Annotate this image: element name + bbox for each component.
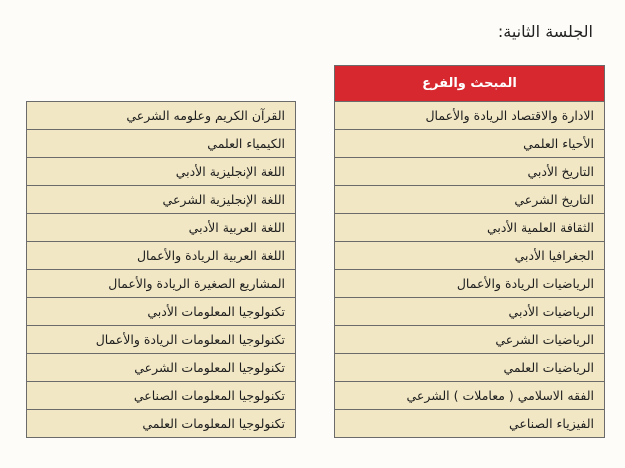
table-row: الرياضيات الأدبي [335,298,604,326]
table-row: القرآن الكريم وعلومه الشرعي [27,102,295,130]
table-row: الفيزياء الصناعي [335,410,604,438]
table-row: الرياضيات العلمي [335,354,604,382]
table-row: التاريخ الشرعي [335,186,604,214]
table-row: اللغة العربية الريادة والأعمال [27,242,295,270]
table-row: تكنولوجيا المعلومات الريادة والأعمال [27,326,295,354]
table-row: الثقافة العلمية الأدبي [335,214,604,242]
table-row: الكيمياء العلمي [27,130,295,158]
table-row: التاريخ الأدبي [335,158,604,186]
table-row: تكنولوجيا المعلومات الأدبي [27,298,295,326]
table-row: تكنولوجيا المعلومات الشرعي [27,354,295,382]
table-row: الرياضيات الريادة والأعمال [335,270,604,298]
session-title: الجلسة الثانية: [497,22,593,41]
table-row: اللغة الإنجليزية الأدبي [27,158,295,186]
table-row: تكنولوجيا المعلومات الصناعي [27,382,295,410]
table-row: الجغرافيا الأدبي [335,242,604,270]
table-header: المبحث والفرع [335,66,604,102]
table-row: اللغة الإنجليزية الشرعي [27,186,295,214]
subjects-table-right [334,65,605,438]
table-row: اللغة العربية الأدبي [27,214,295,242]
subjects-table-left [26,101,296,438]
table-row: الأحياء العلمي [335,130,604,158]
table-row: الادارة والاقتصاد الريادة والأعمال [335,102,604,130]
table-row: تكنولوجيا المعلومات العلمي [27,410,295,438]
table-row: المشاريع الصغيرة الريادة والأعمال [27,270,295,298]
table-row: الرياضيات الشرعي [335,326,604,354]
table-row: الفقه الاسلامي ( معاملات ) الشرعي [335,382,604,410]
